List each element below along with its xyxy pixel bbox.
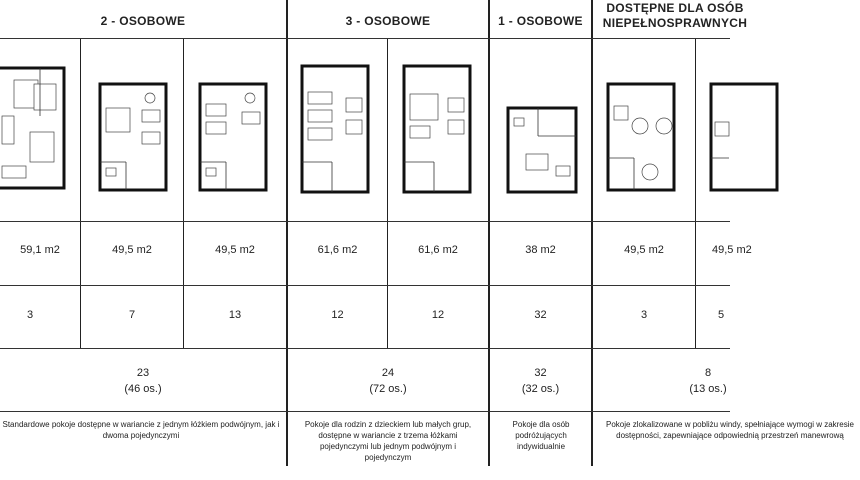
group-description: Pokoje dla osób podróżujących indywidualnie — [512, 420, 570, 451]
room-count: 3 — [26, 309, 34, 321]
room-divider — [183, 38, 184, 348]
room-count: 5 — [718, 309, 725, 321]
room-area: 61,6 m2 — [418, 244, 458, 256]
room-area: 49,5 m2 — [624, 244, 664, 256]
group-description: Standardowe pokoje dostępne w wariancie z jednym łóżkiem podwójnym, jak i dwoma pojedynczymi — [2, 420, 280, 440]
group-total — [490, 365, 591, 397]
group-total — [0, 365, 286, 397]
floor-plan — [506, 106, 578, 194]
group-header: 3 - OSOBOWE — [345, 14, 431, 28]
group-header: DOSTĘPNE DLA OSÓB NIEPEŁNOSPRAWNYCH — [602, 1, 748, 30]
room-count: 32 — [534, 309, 547, 321]
total-rooms: 8 — [704, 367, 712, 379]
group-total — [593, 365, 823, 397]
group-header: 2 - OSOBOWE — [100, 14, 186, 28]
group-description: Pokoje zlokalizowane w pobliżu windy, spełniające wymogi w zakresie dostępności, zapewniające odpowiednią przestrzeń manewrową — [606, 420, 854, 440]
group-header: 1 - OSOBOWE — [498, 14, 583, 28]
floor-plan — [198, 82, 270, 194]
floor-plan — [606, 82, 678, 194]
group-description: Pokoje dla rodzin z dzieckiem lub małych grup, dostępne w wariancie z trzema łóżkami pojedynczymi lub jednym podwójnym i pojedynczym — [304, 420, 472, 462]
room-count: 13 — [228, 309, 242, 321]
total-rooms: 23 — [136, 367, 150, 379]
total-persons: (32 os.) — [521, 383, 560, 395]
room-area: 49,5 m2 — [112, 244, 152, 256]
row-divider — [0, 38, 730, 39]
row-divider — [0, 348, 730, 349]
floor-plan — [0, 66, 68, 191]
row-divider — [0, 285, 730, 286]
group-total — [288, 365, 488, 397]
total-rooms: 24 — [381, 367, 395, 379]
room-area: 49,5 m2 — [215, 244, 255, 256]
total-rooms: 32 — [534, 367, 547, 379]
room-divider — [80, 38, 81, 348]
room-divider — [387, 38, 388, 348]
room-count: 12 — [431, 309, 445, 321]
room-area: 59,1 m2 — [20, 244, 60, 256]
floor-plan — [98, 82, 170, 194]
floor-plan — [402, 64, 474, 196]
room-count: 7 — [128, 309, 136, 321]
floor-plan — [300, 64, 372, 196]
row-divider — [0, 411, 730, 412]
row-divider — [0, 221, 730, 222]
room-area: 38 m2 — [525, 244, 556, 256]
total-persons: (46 os.) — [124, 383, 162, 395]
floor-plan — [709, 82, 749, 194]
room-divider — [695, 38, 696, 348]
room-count: 3 — [640, 309, 648, 321]
total-persons: (72 os.) — [369, 383, 407, 395]
room-area: 49,5 m2 — [712, 244, 752, 256]
total-persons: (13 os.) — [689, 383, 727, 395]
room-area: 61,6 m2 — [317, 244, 358, 256]
room-count: 12 — [331, 309, 344, 321]
